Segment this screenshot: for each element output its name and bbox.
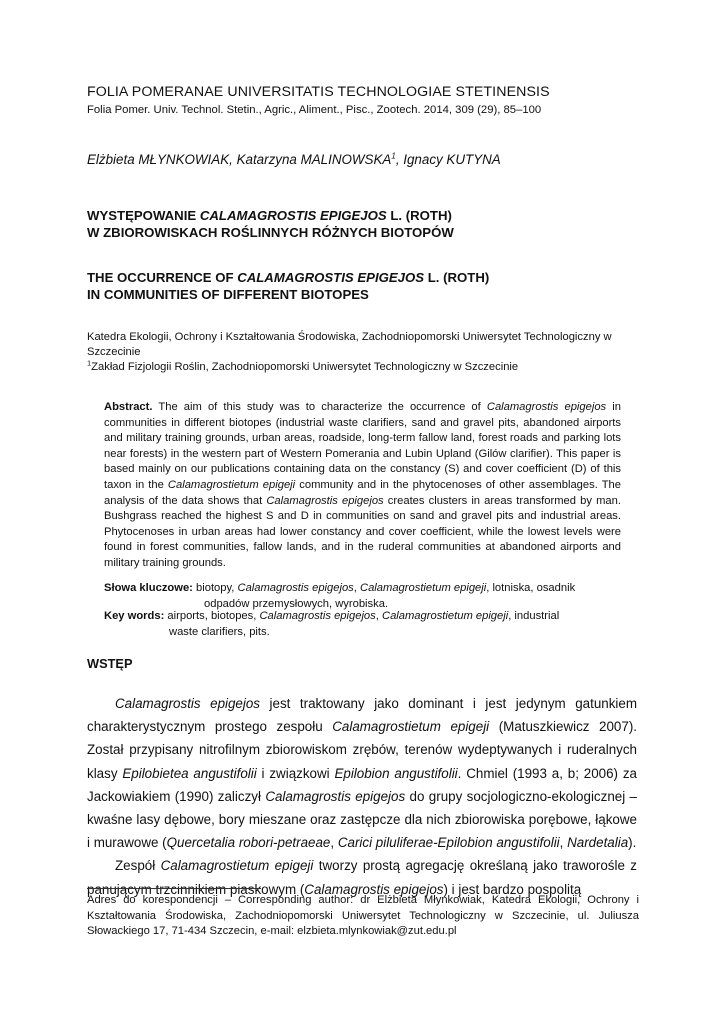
abstract-text: The aim of this study was to characterize the occurrence of (152, 401, 487, 413)
species-name: Nardetalia (567, 835, 629, 851)
paragraph-text: ) i jest bardzo pospolitą (443, 881, 582, 897)
journal-citation: Folia Pomer. Univ. Technol. Stetin., Agric., Aliment., Pisc., Zootech. 2014, 309 (29), 85–100 (87, 104, 542, 116)
journal-name: FOLIA POMERANAE UNIVERSITATIS TECHNOLOGIAE STETINENSIS (87, 84, 550, 100)
title-english-prefix: THE OCCURRENCE OF (87, 270, 238, 285)
keywords-polish-label: Słowa kluczowe: (104, 582, 193, 594)
keywords-text-continued: waste clarifiers, pits. (169, 625, 270, 638)
abstract-species: Calamagrostietum epigeji (167, 478, 296, 491)
keywords-text-continued: odpadów przemysłowych, wyrobiska. (204, 597, 389, 610)
title-polish-line-1 (87, 207, 454, 224)
title-polish-suffix: L. (ROTH) (386, 208, 452, 223)
species-name: Calamagrostis epigejos (304, 881, 444, 897)
paragraph-text: , (559, 835, 568, 851)
abstract-label: Abstract. (104, 401, 153, 413)
keywords-text: , industrial (508, 610, 560, 622)
paragraph-text: , (330, 835, 338, 851)
species-name: Quercetalia robori-petraeae (166, 835, 331, 851)
paragraph-1 (87, 692, 637, 854)
paragraph-text: ). (628, 835, 637, 851)
abstract-species: Calamagrostis epigejos (266, 494, 384, 507)
title-polish-line-2: W ZBIOROWISKACH ROŚLINNYCH RÓŻNYCH BIOTOPÓW (87, 225, 454, 240)
species-name: Calamagrostis epigejos (115, 696, 260, 711)
paragraph-text: tworzy prostą agregację określaną jako traworośle z panującym trzcinnikiem piaskowym ( (87, 858, 637, 897)
keywords-species: Calamagrostietum epigeji (360, 582, 487, 594)
affiliation-2-text: Zakład Fizjologii Roślin, Zachodniopomorski Uniwersytet Technologiczny w Szczecinie (91, 361, 519, 373)
abstract-text: in communities in different biotopes (industrial waste clarifiers, sand and gravel pits, abandoned airports and military training grounds, urban areas, roadside, long-term fallow land, forest roads and parking lots near forests) in the western part of Western Pomerania and Lubin Upland (Gilów clarifier). This paper is based mainly on our publications containing data on the constancy (S) and cover coefficient (D) of this taxon in the (104, 401, 621, 491)
species-name: Epilobion angustifolii (334, 765, 458, 781)
title-english-line-2: IN COMMUNITIES OF DIFFERENT BIOTOPES (87, 287, 369, 302)
species-name: Calamagrostietum epigeji (160, 858, 314, 874)
title-english-suffix: L. (ROTH) (424, 270, 490, 285)
keywords-text: , lotniska, osadnik (486, 582, 576, 594)
species-name: Carici piluliferae-Epilobion angustifolii (337, 835, 560, 851)
abstract-text: creates clusters in areas transformed by man. Bushgrass reached the highest S and D in communities on sand and gravel pits and industrial areas. Phytocenoses in urban areas had lower constancy and cover coefficient, while the lowest levels were found in forest communities, fallow lands, and in the ruderal communities at abandoned airports and military training grounds. (104, 494, 621, 569)
keywords-text: , (375, 610, 382, 622)
title-english-species: CALAMAGROSTIS EPIGEJOS (237, 270, 425, 285)
abstract-species: Calamagrostis epigejos (486, 401, 607, 413)
keywords-text: airports, biotopes, (164, 610, 260, 622)
paragraph-text: Zespół (115, 858, 161, 874)
abstract-text: community and in the phytocenoses of other assemblages. The analysis of the data shows that (104, 478, 622, 507)
title-polish (87, 207, 454, 241)
affiliation-1: Katedra Ekologii, Ochrony i Kształtowania Środowiska, Zachodniopomorski Uniwersytet Technologiczny w Szczecinie (87, 331, 612, 358)
title-english (87, 269, 489, 303)
author-list (87, 152, 501, 167)
keywords-text: , (353, 582, 360, 594)
paragraph-text: jest traktowany jako dominant i jest jedynym gatunkiem charakterystycznym prostego zespołu (87, 696, 637, 735)
keywords-english-label: Key words: (104, 610, 165, 622)
footnote-correspondence: Adres do korespondencji – Corresponding author: dr Elżbieta Młynkowiak, Katedra Ekologii, Ochrony i Kształtowania Środowiska, Zachodniopomorski Uniwersytet Technologiczny w Szczecinie, ul. Juliusza Słowackiego 17, 71-434 Szczecin, e-mail: elzbieta.mlynkowiak@zut.edu.pl (87, 894, 639, 938)
paragraph-text: . Chmiel (1993 a, b; 2006) za Jackowiakiem (1990) zaliczył (87, 765, 637, 804)
keywords-species: Calamagrostis epigejos (259, 610, 376, 622)
affiliation-2 (87, 360, 639, 375)
author-affiliation-mark: 1 (391, 151, 396, 161)
keywords-polish (104, 581, 621, 612)
species-name: Calamagrostietum epigeji (332, 719, 490, 735)
title-english-line-1 (87, 269, 489, 286)
affiliation-mark: 1 (87, 358, 92, 368)
paragraph-text: i związkowi (256, 765, 335, 781)
keywords-english (104, 609, 621, 640)
paragraph-text: (Matuszkiewicz 2007). Został przypisany nitrofilnym zbiorowiskom zrębów, terenów wydeptywanych i ruderalnych klasy (87, 719, 637, 781)
authors-part-2: , Ignacy KUTYNA (395, 152, 501, 167)
authors-part-1: Elżbieta MŁYNKOWIAK, Katarzyna MALINOWSKA (87, 152, 392, 167)
keywords-species: Calamagrostis epigejos (237, 582, 354, 594)
title-polish-prefix: WYSTĘPOWANIE (87, 208, 200, 223)
keywords-text: biotopy, (192, 582, 238, 594)
paragraph-text: do grupy socjologiczno-ekologicznej – kwaśne lasy dębowe, bory mieszane oraz zastępcze dla nich zbiorowiska porębowe, łąkowe i murawowe ( (87, 788, 638, 851)
footnote-separator (87, 888, 261, 889)
section-heading: WSTĘP (87, 656, 133, 671)
body-text (87, 692, 637, 901)
affiliations (87, 330, 639, 375)
species-name: Epilobietea angustifolii (122, 765, 257, 781)
title-polish-species: CALAMAGROSTIS EPIGEJOS (199, 208, 387, 223)
keywords-species: Calamagrostietum epigeji (381, 610, 509, 622)
species-name: Calamagrostis epigejos (265, 788, 406, 804)
abstract (104, 400, 621, 572)
